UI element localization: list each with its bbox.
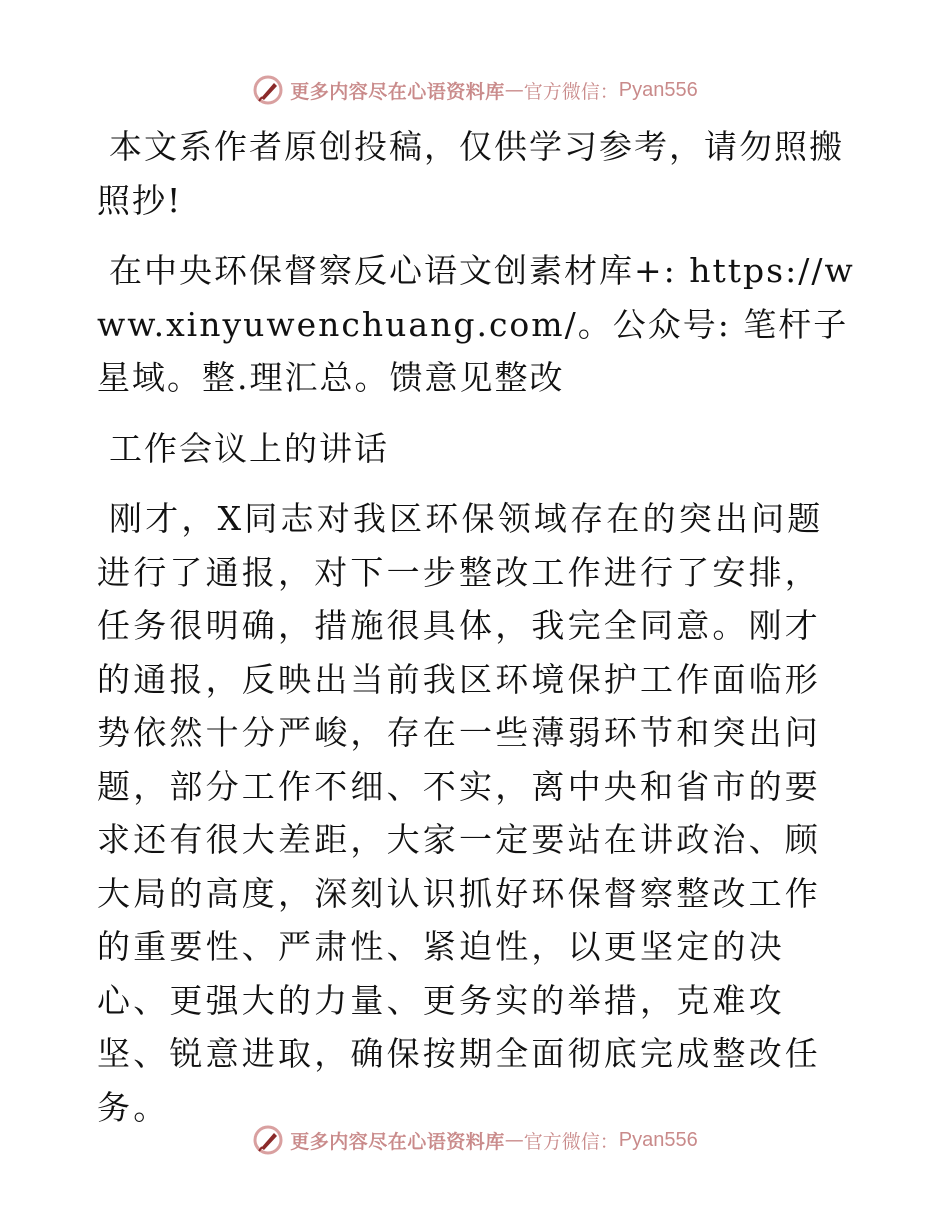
source-note: 在中央环保督察反心语文创素材库+: https://www.xinyuwenchuang.com/。公众号: 笔杆子星域。整.理汇总。馈意见整改 (97, 251, 855, 397)
document-title: 工作会议上的讲话 (109, 428, 389, 468)
banner-separator: — (504, 1129, 524, 1151)
banner-site-text: 更多内容尽在心语资料库 (290, 1130, 505, 1153)
disclaimer-text: 本文系作者原创投稿，仅供学习参考，请勿照搬照抄! (97, 127, 844, 220)
document-body (97, 120, 857, 1151)
quill-logo-icon (252, 74, 284, 106)
banner-separator: — (504, 79, 524, 101)
body-paragraph: 刚才，X同志对我区环保领域存在的突出问题进行了通报，对下一步整改工作进行了安排，任务很明确，措施很具体，我完全同意。刚才的通报，反映出当前我区环境保护工作面临形势依然十分严峻，存在一些薄弱环节和突出问题，部分工作不细、不实，离中央和省市的要求还有很大差距，大家一定要站在讲政治、顾大局的高度，深刻认识抓好环保督察整改工作的重要性、严肃性、紧迫性，以更坚定的决心、更强大的力量、更务实的举措，克难攻坚、锐意进取，确保按期全面彻底完成整改任务。 (97, 499, 824, 1127)
banner-site-text: 更多内容尽在心语资料库 (290, 80, 505, 103)
banner-wechat-id: Pyan556 (618, 78, 698, 101)
banner-wechat-label: 官方微信： (523, 1130, 619, 1153)
quill-logo-icon (252, 1124, 284, 1156)
footer-banner (0, 1120, 950, 1160)
banner-wechat-label: 官方微信： (523, 80, 619, 103)
header-banner (0, 70, 950, 110)
banner-wechat-id: Pyan556 (618, 1128, 698, 1151)
